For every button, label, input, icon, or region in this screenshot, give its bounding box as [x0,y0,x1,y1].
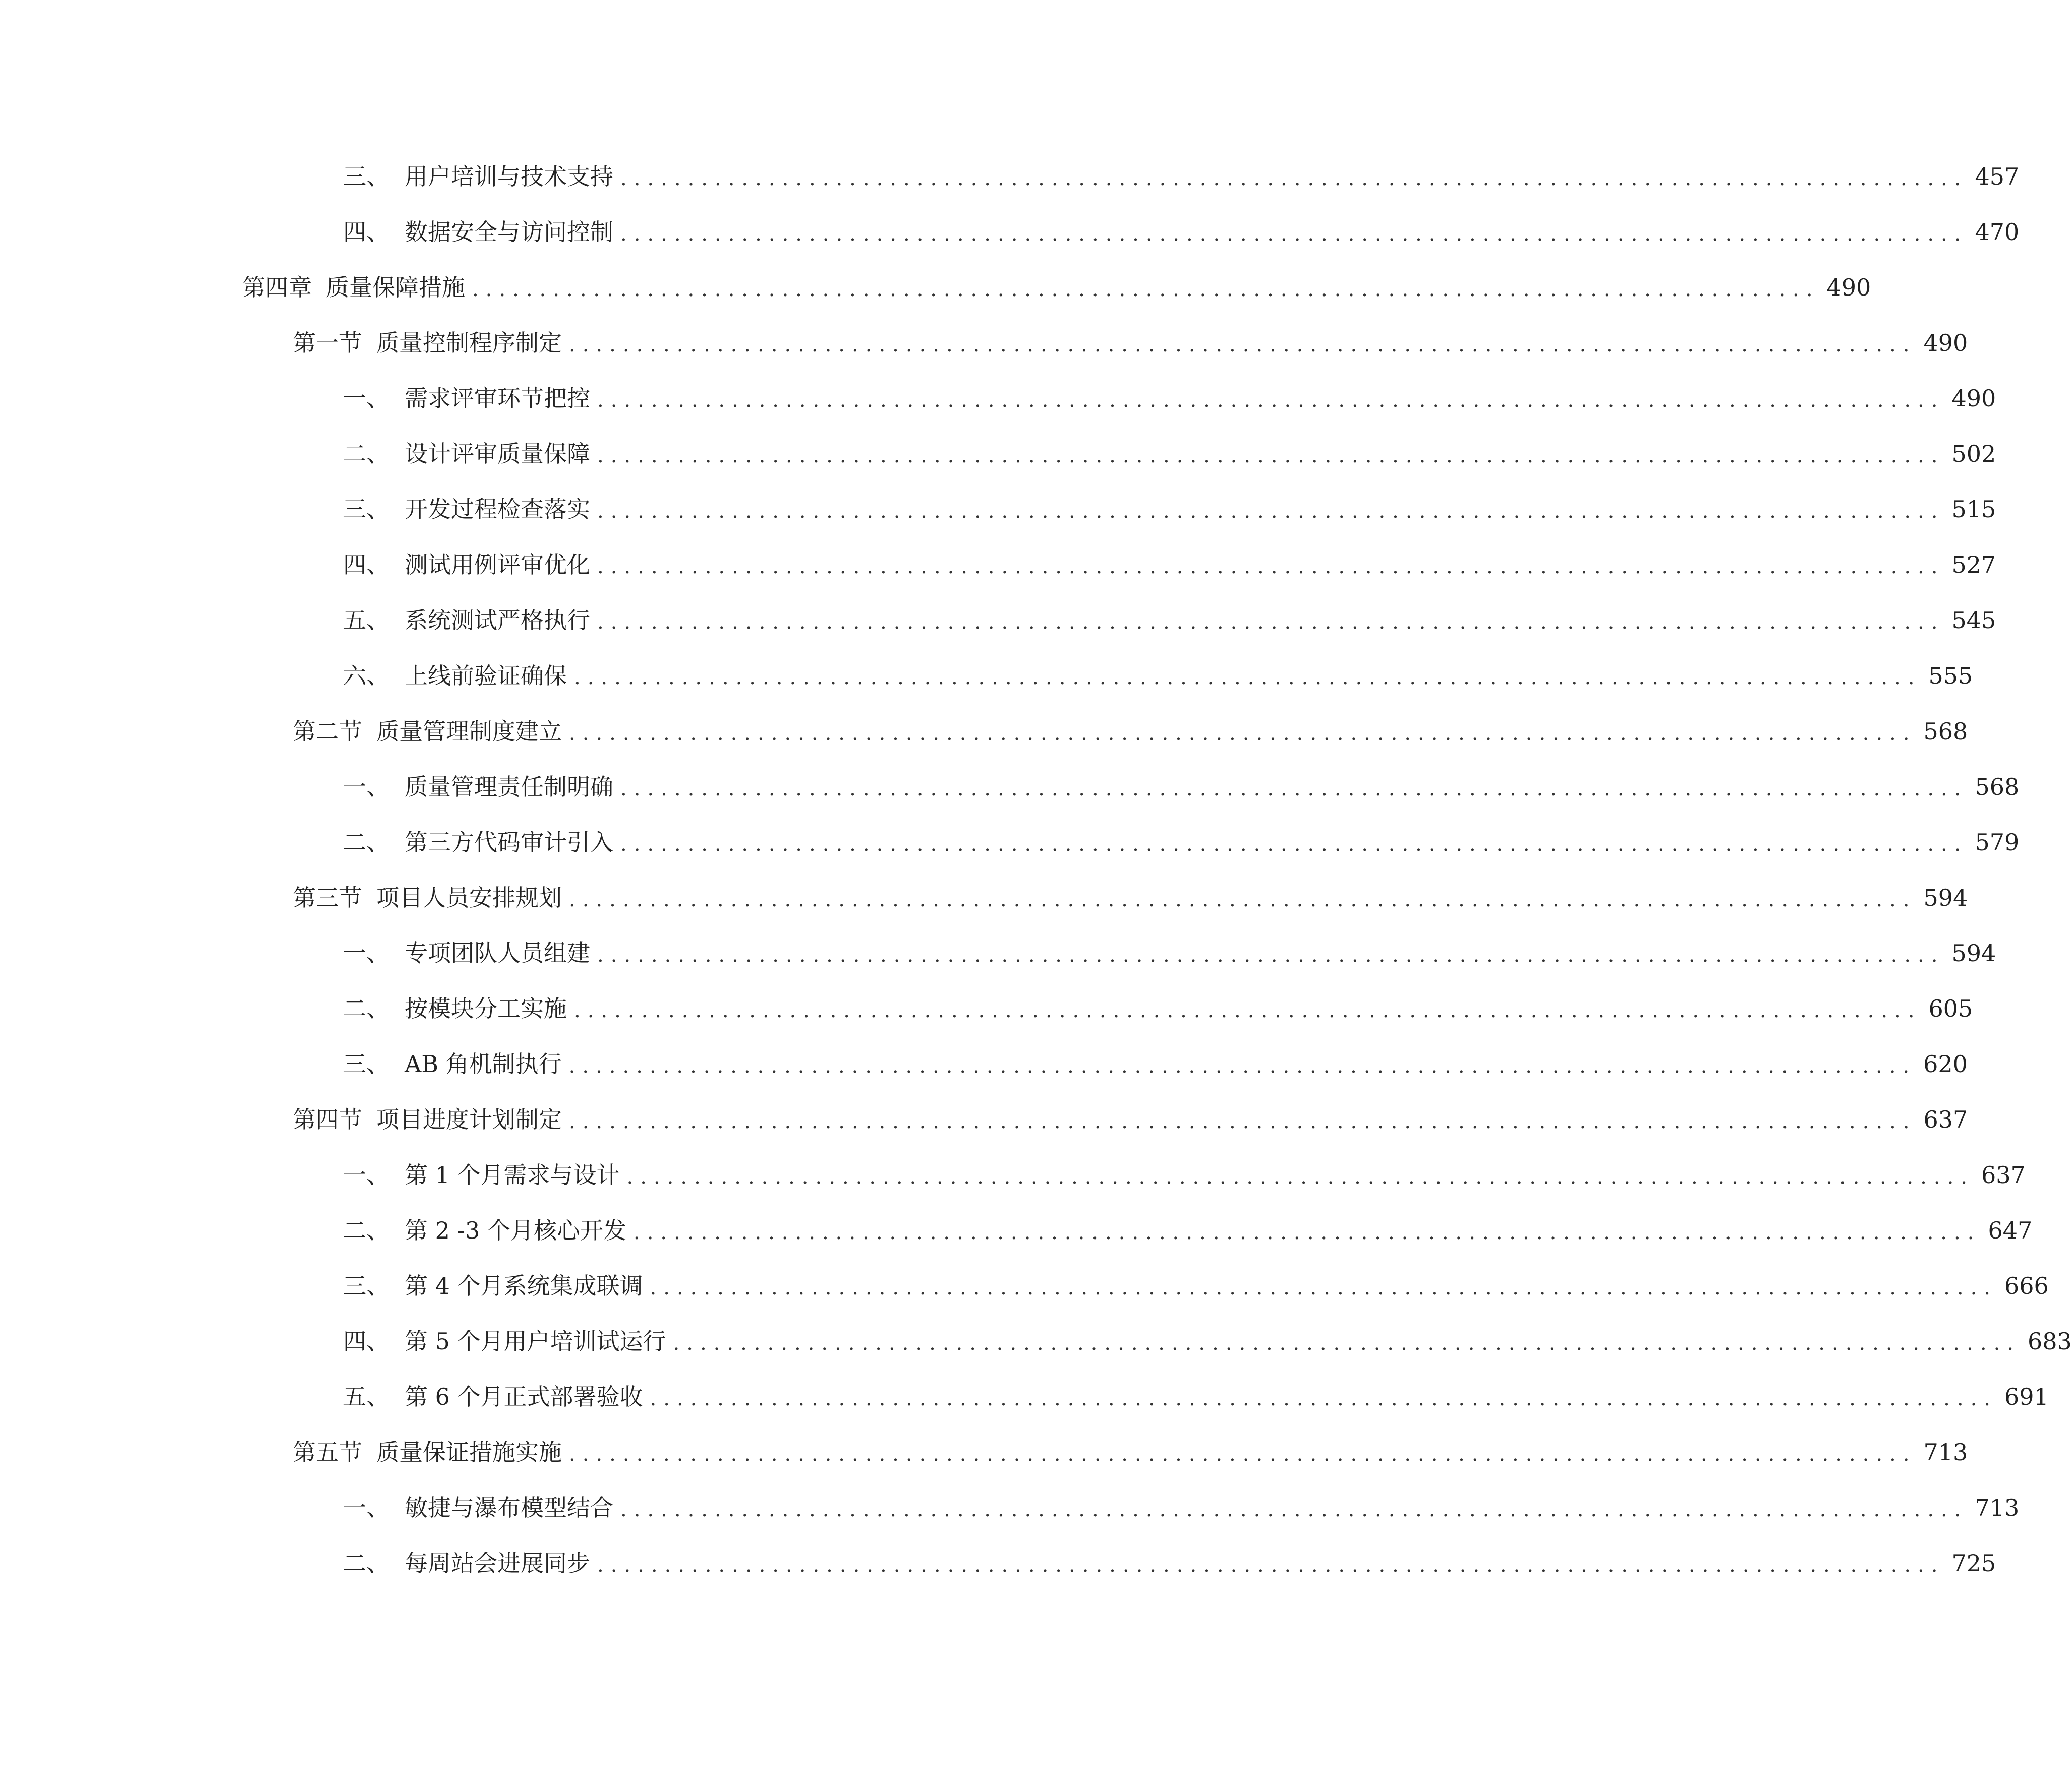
dot-leader: .................................................................................................... [620,222,1968,246]
entry-title: 敏捷与瀑布模型结合 [405,1494,613,1521]
entry-title: 第 6 个月正式部署验收 [405,1383,643,1410]
page-number: 568 [1975,773,2020,800]
page-number: 666 [2004,1272,2049,1300]
page-number: 579 [1975,829,2020,856]
dot-leader: .................................................................................................... [597,944,1945,967]
dot-leader: .................................................................................................... [633,1221,1981,1244]
toc-entry[interactable] [343,1036,1968,1092]
entry-title: 第 1 个月需求与设计 [405,1161,620,1189]
page-number: 545 [1951,607,1996,634]
dot-leader: .................................................................................................... [569,888,1917,911]
page-number: 527 [1951,551,1996,578]
toc-section-entry[interactable] [293,870,1968,925]
entry-title: 设计评审质量保障 [405,440,590,467]
entry-title: 质量保障措施 [326,274,465,301]
page-number: 637 [1923,1106,1968,1133]
entry-number: 五、 [343,1383,389,1410]
entry-number: 三、 [343,496,389,523]
toc-entry[interactable] [343,1480,2020,1536]
entry-number: 四、 [343,218,389,246]
section-label: 第五节 [293,1439,362,1466]
dot-leader: .................................................................................................... [626,1165,1974,1189]
entry-title: AB 角机制执行 [405,1050,562,1078]
toc-section-entry[interactable] [293,703,1968,759]
toc-entry[interactable] [343,1314,2072,1369]
chapter-label: 第四章 [242,274,312,301]
entry-number: 五、 [343,607,389,634]
toc-section-entry[interactable] [293,315,1968,371]
dot-leader: .................................................................................................... [569,1110,1917,1133]
page-number: 605 [1928,995,1973,1022]
dot-leader: .................................................................................................... [597,1554,1945,1577]
toc-entry[interactable] [343,814,2020,870]
entry-title: 按模块分工实施 [405,995,567,1022]
dot-leader: .................................................................................................... [569,1443,1917,1466]
toc-entry[interactable] [343,204,2020,260]
toc-entry[interactable] [343,1369,2049,1425]
entry-number: 二、 [343,1217,389,1244]
page-number: 691 [2004,1383,2049,1410]
toc-entry[interactable] [343,426,1996,482]
dot-leader: .................................................................................................... [569,333,1917,357]
entry-title: 第 4 个月系统集成联调 [405,1272,643,1300]
toc-entry[interactable] [343,1258,2049,1314]
toc-section-entry[interactable] [293,1425,1968,1480]
entry-number: 二、 [343,829,389,856]
entry-number: 一、 [343,773,389,800]
dot-leader: .................................................................................................... [597,389,1945,412]
section-label: 第三节 [293,884,362,911]
entry-number: 二、 [343,1550,389,1577]
dot-leader: .................................................................................................... [597,444,1945,467]
page-number: 502 [1951,440,1996,467]
entry-title: 专项团队人员组建 [405,939,590,967]
toc-entry[interactable] [343,1203,2033,1258]
entry-title: 用户培训与技术支持 [405,163,613,190]
toc-entry[interactable] [343,1147,2026,1203]
entry-number: 一、 [343,1161,389,1189]
dot-leader: .................................................................................................... [568,1054,1917,1078]
dot-leader: .................................................................................................... [620,777,1968,800]
page-number: 568 [1923,718,1968,745]
dot-leader: .................................................................................................... [597,555,1945,578]
entry-title: 项目人员安排规划 [376,884,562,911]
page-number: 683 [2028,1328,2072,1355]
dot-leader: .................................................................................................... [650,1276,1997,1300]
page-number: 515 [1951,496,1996,523]
entry-title: 质量管理制度建立 [376,718,562,745]
page-number: 713 [1923,1439,1968,1466]
toc-entry[interactable] [343,482,1996,537]
dot-leader: .................................................................................................... [650,1387,1997,1410]
dot-leader: .................................................................................................... [597,500,1945,523]
dot-leader: .................................................................................................... [673,1332,2021,1355]
page-number: 490 [1923,329,1968,357]
entry-number: 一、 [343,1494,389,1521]
toc-entry[interactable] [343,371,1996,426]
toc-entry[interactable] [343,1536,1996,1591]
page-number: 647 [1988,1217,2033,1244]
section-label: 第一节 [293,329,362,357]
page-number: 713 [1975,1494,2020,1521]
dot-leader: .................................................................................................... [569,722,1917,745]
entry-number: 三、 [343,163,389,190]
page-number: 555 [1928,662,1973,689]
dot-leader: .................................................................................................... [620,167,1968,190]
toc-entry[interactable] [343,648,1973,703]
page-number: 725 [1951,1550,1996,1577]
entry-title: 系统测试严格执行 [405,607,590,634]
entry-title: 质量控制程序制定 [376,329,562,357]
dot-leader: .................................................................................................... [472,278,1820,301]
entry-title: 开发过程检查落实 [405,496,590,523]
toc-chapter-entry[interactable] [242,260,1871,315]
entry-title: 第三方代码审计引入 [405,829,613,856]
entry-title: 第 2 -3 个月核心开发 [405,1217,626,1244]
toc-entry[interactable] [343,593,1996,648]
dot-leader: .................................................................................................... [597,611,1945,634]
dot-leader: .................................................................................................... [574,666,1922,689]
page-number: 470 [1975,218,2020,246]
entry-title: 每周站会进展同步 [405,1550,590,1577]
entry-number: 六、 [343,662,389,689]
toc-entry[interactable] [343,759,2020,814]
entry-title: 数据安全与访问控制 [405,218,613,246]
entry-title: 项目进度计划制定 [376,1106,562,1133]
section-label: 第四节 [293,1106,362,1133]
page-number: 490 [1951,385,1996,412]
entry-title: 上线前验证确保 [405,662,567,689]
toc-entry[interactable] [343,981,1973,1036]
entry-title: 质量管理责任制明确 [405,773,613,800]
entry-title: 需求评审环节把控 [405,385,590,412]
entry-number: 四、 [343,1328,389,1355]
toc-entry[interactable] [343,149,2020,204]
entry-number: 四、 [343,551,389,578]
entry-number: 一、 [343,385,389,412]
dot-leader: .................................................................................................... [620,1498,1968,1521]
entry-number: 二、 [343,440,389,467]
toc-section-entry[interactable] [293,1092,1968,1147]
toc-entry[interactable] [343,925,1996,981]
entry-number: 三、 [343,1272,389,1300]
entry-title: 第 5 个月用户培训试运行 [405,1328,666,1355]
entry-title: 测试用例评审优化 [405,551,590,578]
page-number: 620 [1923,1050,1968,1078]
dot-leader: .................................................................................................... [574,999,1922,1022]
page-number: 594 [1923,884,1968,911]
entry-number: 三、 [343,1050,389,1078]
page-number: 457 [1975,163,2020,190]
page-number: 637 [1981,1161,2026,1189]
entry-title: 质量保证措施实施 [376,1439,562,1466]
entry-number: 一、 [343,939,389,967]
section-label: 第二节 [293,718,362,745]
dot-leader: .................................................................................................... [620,833,1968,856]
page-number: 594 [1951,939,1996,967]
entry-number: 二、 [343,995,389,1022]
page-number: 490 [1826,274,1871,301]
toc-entry[interactable] [343,537,1996,593]
